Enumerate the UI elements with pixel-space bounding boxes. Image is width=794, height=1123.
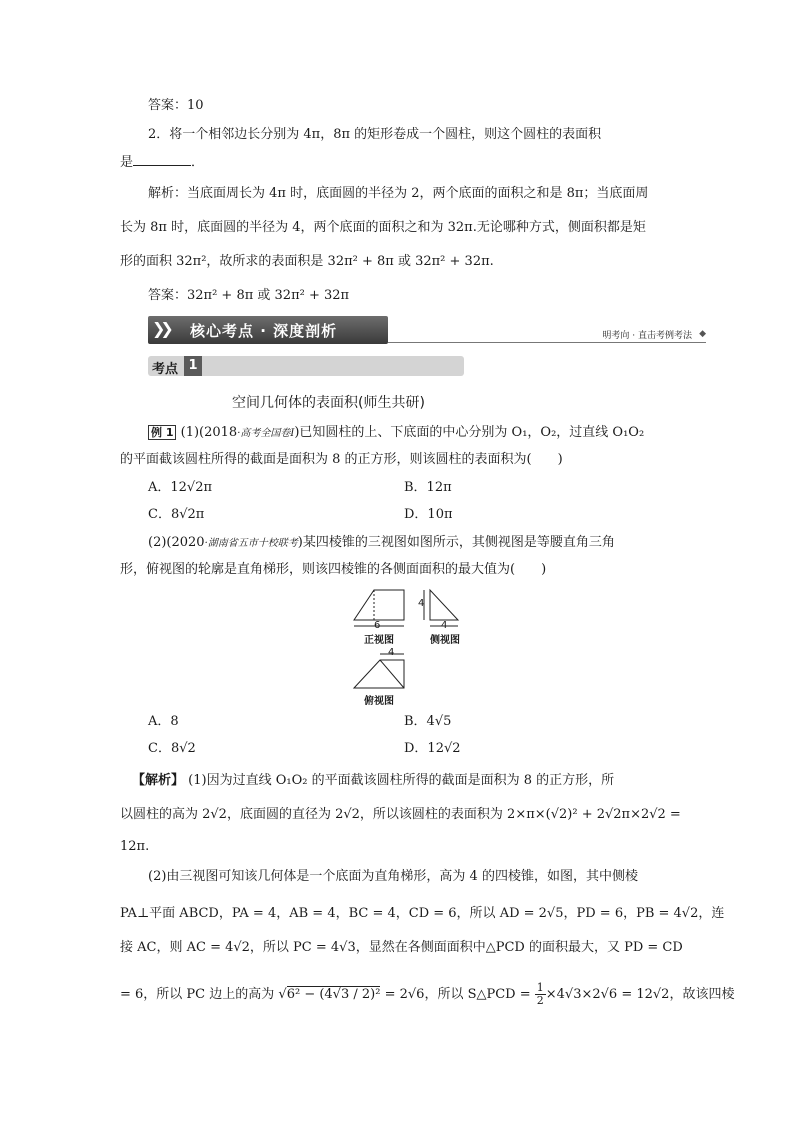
diamond-icon: ◆: [699, 329, 706, 339]
banner-bar: [148, 316, 388, 344]
chevron-icons: ❯❯: [152, 319, 169, 338]
top-view-diagonal: [380, 660, 404, 688]
example-1-line-1: [148, 424, 644, 443]
top-view-label: 俯视图: [364, 696, 394, 707]
example-1-line-2: 的平面截该圆柱所得的截面是面积为 8 的正方形，则该圆柱的表面积为( ): [120, 452, 563, 467]
option-2d: D．12√2: [404, 741, 461, 756]
front-dim-label: 6: [374, 620, 381, 631]
radical-symbol: √: [278, 987, 287, 1002]
kaodian-header: [148, 356, 464, 376]
side-view-shape: [430, 590, 458, 620]
option-2a: A．8: [148, 714, 179, 729]
analysis-line-2: 长为 8π 时，底面圆的半径为 4，两个底面的面积之和为 32π.无论哪种方式，侧面积都是矩: [120, 220, 646, 235]
side-view-label: 侧视图: [430, 635, 460, 646]
solution-p1-l1: (1)因为过直线 O₁O₂ 的平面截该圆柱所得的截面是面积为 8 的正方形，所: [188, 773, 615, 788]
option-2b: B．4√5: [404, 714, 452, 729]
fraction-denominator: 2: [536, 994, 544, 1007]
radical-expression: 6² − (4√3 / 2)²: [286, 987, 381, 1002]
fraction-numerator: 1: [536, 981, 544, 994]
option-1b: B．12π: [404, 480, 452, 495]
previous-answer: 答案：10: [148, 98, 204, 113]
question-2-suffix: ．: [191, 155, 205, 170]
example-2-rest: )某四棱锥的三视图如图所示，其侧视图是等腰直角三角: [297, 535, 615, 550]
option-1d: D．10π: [404, 507, 453, 522]
banner-title: 核心考点 · 深度剖析: [190, 322, 338, 340]
solution-line-3: 12π.: [120, 839, 150, 854]
option-1a: A．12√2π: [148, 480, 213, 495]
fraction-half: [535, 982, 546, 1007]
analysis-line-1: 解析：当底面周长为 4π 时，底面圆的半径为 2，两个底面的面积之和是 8π；当底面周: [148, 186, 649, 201]
option-2c: C．8√2: [148, 741, 196, 756]
option-1c: C．8√2π: [148, 507, 205, 522]
example-1-rest: )已知圆柱的上、下底面的中心分别为 O₁，O₂，过直线 O₁O₂: [294, 425, 645, 440]
solution-l7-b: = 2√6，所以 S△PCD =: [384, 987, 531, 1002]
banner-rule: [388, 342, 706, 343]
banner-subtitle: 明考向 · 直击考例考法: [602, 331, 692, 341]
solution-line-2: 以圆柱的高为 2√2，底面圆的直径为 2√2，所以该圆柱的表面积为 2×π×(√2)² + 2√2π×2√2 =: [120, 807, 681, 822]
analysis-line-3: 形的面积 32π²，故所求的表面积是 32π² + 8π 或 32π² + 32π.: [120, 254, 494, 269]
solution-line-5: PA⊥平面 ABCD，PA = 4，AB = 4，BC = 4，CD = 6，所以 AD = 2√5，PD = 6，PB = 4√2，连: [120, 906, 725, 921]
solution-line-6: 接 AC，则 AC = 4√2，所以 PC = 4√3，显然在各侧面面积中△PCD 的面积最大，又 PD = CD: [120, 940, 683, 955]
three-view-svg: [346, 584, 476, 708]
kaodian-label: 考点: [152, 362, 179, 377]
top-dim-label: 4: [388, 647, 395, 658]
question-2-line-2: [120, 153, 204, 172]
solution-line-4: (2)由三视图可知该几何体是一个底面为直角梯形，高为 4 的四棱锥，如图，其中侧棱: [148, 869, 638, 884]
example-2-prefix: (2)(2020: [148, 535, 205, 550]
top-view-shape: [354, 660, 404, 688]
solution-l7-a: = 6，所以 PC 边上的高为: [120, 987, 275, 1002]
example-2-source: ·湖南省五市十校联考: [204, 538, 298, 549]
example-2-line-1: [148, 534, 615, 553]
example-tag: 例 1: [148, 425, 176, 440]
example-1-source: ·高考全国卷Ⅰ: [237, 428, 295, 439]
solution-tag: 【解析】: [132, 773, 185, 788]
side-dim-width-label: 4: [441, 620, 448, 631]
solution-l7-c: ×4√3×2√6 = 12√2，故该四棱: [545, 987, 735, 1002]
answer-blank: [133, 153, 191, 166]
section-title: 空间几何体的表面积(师生共研): [232, 395, 425, 411]
side-dim-height-label: 4: [418, 598, 425, 609]
question-2-answer: 答案：32π² + 8π 或 32π² + 32π: [148, 288, 350, 303]
question-2-prefix: 是: [120, 155, 134, 170]
question-2-line-1: 2．将一个相邻边长分别为 4π，8π 的矩形卷成一个圆柱，则这个圆柱的表面积: [148, 127, 602, 142]
example-1-prefix: (1)(2018: [180, 425, 238, 440]
front-view-shape: [354, 590, 404, 620]
section-banner: [148, 316, 708, 344]
solution-line-1: [132, 772, 614, 790]
kaodian-number: 1: [184, 356, 202, 376]
example-2-line-2: 形，俯视图的轮廓是直角梯形，则该四棱锥的各侧面面积的最大值为( ): [120, 562, 547, 577]
front-view-label: 正视图: [364, 635, 394, 646]
solution-line-7: [120, 982, 734, 1007]
three-view-figure: [346, 584, 476, 708]
